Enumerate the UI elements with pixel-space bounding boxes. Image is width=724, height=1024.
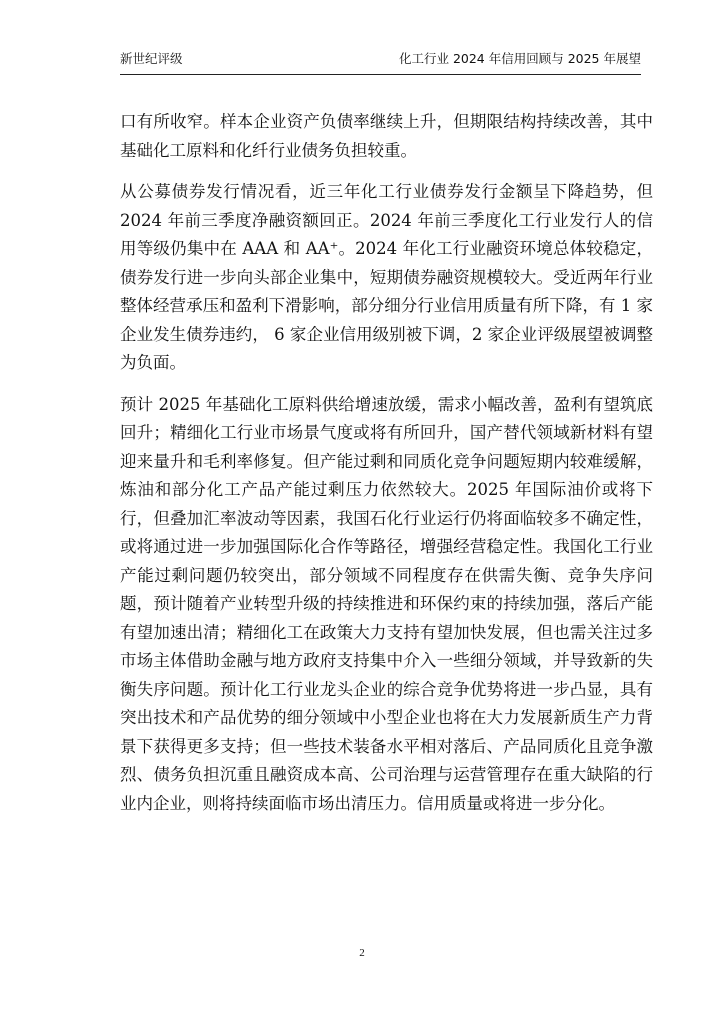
- body-text: [120, 108, 653, 818]
- page-number: 2: [359, 947, 365, 959]
- page-header: [120, 50, 641, 75]
- paragraph-3: 预计 2025 年基础化工原料供给增速放缓，需求小幅改善，盈利有望筑底回升；精细化工行业市场景气度或将有所回升，国产替代领域新材料有望迎来量升和毛利率修复。但产能过剩和同质化竞争问题短期内较难缓解，炼油和部分化工产品产能过剩压力依然较大。2025 年国际油价或将下行，但叠加汇率波动等因素，我国石化行业运行仍将面临较多不确定性，或将通过进一步加强国际化合作等路径，增强经营稳定性。我国化工行业产能过剩问题仍较突出，部分领域不同程度存在供需失衡、竞争失序问题，预计随着产业转型升级的持续推进和环保约束的持续加强，落后产能有望加速出清；精细化工在政策大力支持有望加快发展，但也需关注过多市场主体借助金融与地方政府支持集中介入一些细分领域，并导致新的失衡失序问题。预计化工行业龙头企业的综合竞争优势将进一步凸显，具有突出技术和产品优势的细分领域中小型企业也将在大力发展新质生产力背景下获得更多支持；但一些技术装备水平相对落后、产品同质化且竞争激烈、债务负担沉重且融资成本高、公司治理与运营管理存在重大缺陷的行业内企业，则将持续面临市场出清压力。信用质量或将进一步分化。: [120, 394, 653, 813]
- paragraph-2: 从公募债券发行情况看，近三年化工行业债券发行金额呈下降趋势，但 2024 年前三季度净融资额回正。2024 年前三季度化工行业发行人的信用等级仍集中在 AAA 和 AA⁺。2024 年化工行业融资环境总体较稳定，债券发行进一步向头部企业集中，短期债券融资规模较大。受近两年行业整体经营承压和盈利下滑影响，部分细分行业信用质量有所下降，有 1 家企业发生债券违约， 6 家企业信用级别被下调，2 家企业评级展望被调整为负面。: [120, 182, 653, 372]
- header-report-title: 化工行业 2024 年信用回顾与 2025 年展望: [398, 51, 641, 66]
- paragraph-1: 口有所收窄。样本企业资产负债率继续上升，但期限结构持续改善，其中基础化工原料和化纤行业债务负担较重。: [120, 112, 653, 160]
- header-publisher: 新世纪评级: [120, 51, 183, 66]
